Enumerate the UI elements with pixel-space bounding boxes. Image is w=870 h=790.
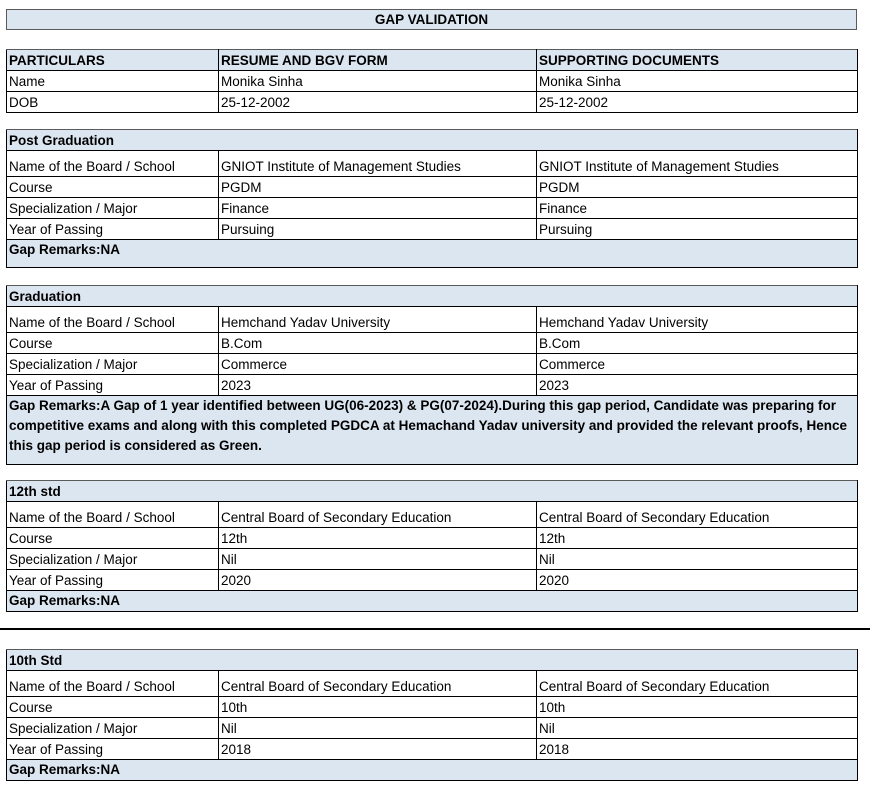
- table-row: [7, 198, 858, 219]
- spec-label: Specialization / Major: [7, 198, 219, 219]
- year-label: Year of Passing: [7, 219, 219, 240]
- year-resume: Pursuing: [219, 219, 537, 240]
- twelfth-std-table: [6, 480, 858, 612]
- table-row: [7, 502, 858, 528]
- spec-resume: Commerce: [219, 354, 537, 375]
- table-row: [7, 71, 858, 92]
- board-support: Central Board of Secondary Education: [537, 502, 858, 528]
- section-title: Graduation: [7, 286, 858, 307]
- year-resume: 2020: [219, 570, 537, 591]
- course-label: Course: [7, 528, 219, 549]
- spec-resume: Finance: [219, 198, 537, 219]
- course-resume: B.Com: [219, 333, 537, 354]
- dob-support: 25-12-2002: [537, 92, 858, 113]
- name-support: Monika Sinha: [537, 71, 858, 92]
- year-resume: 2018: [219, 739, 537, 760]
- dob-resume: 25-12-2002: [219, 92, 537, 113]
- board-label: Name of the Board / School: [7, 151, 219, 177]
- graduation-table: [6, 285, 858, 465]
- board-resume: GNIOT Institute of Management Studies: [219, 151, 537, 177]
- supporting-header: SUPPORTING DOCUMENTS: [537, 50, 858, 71]
- spec-label: Specialization / Major: [7, 718, 219, 739]
- course-label: Course: [7, 697, 219, 718]
- resume-header: RESUME AND BGV FORM: [219, 50, 537, 71]
- spec-label: Specialization / Major: [7, 549, 219, 570]
- gap-remarks: Gap Remarks:NA: [7, 591, 858, 612]
- board-label: Name of the Board / School: [7, 502, 219, 528]
- column-header-row: [7, 50, 858, 71]
- board-resume: Hemchand Yadav University: [219, 307, 537, 333]
- dob-label: DOB: [7, 92, 219, 113]
- course-support: 10th: [537, 697, 858, 718]
- page-title: GAP VALIDATION: [6, 9, 857, 30]
- board-resume: Central Board of Secondary Education: [219, 671, 537, 697]
- table-row: [7, 92, 858, 113]
- table-row: [7, 151, 858, 177]
- divider-line: [0, 628, 870, 630]
- table-row: [7, 739, 858, 760]
- board-label: Name of the Board / School: [7, 671, 219, 697]
- spec-resume: Nil: [219, 718, 537, 739]
- post-graduation-table: [6, 129, 858, 268]
- course-resume: 10th: [219, 697, 537, 718]
- spec-support: Finance: [537, 198, 858, 219]
- board-resume: Central Board of Secondary Education: [219, 502, 537, 528]
- particulars-header: PARTICULARS: [7, 50, 219, 71]
- table-row: [7, 671, 858, 697]
- section-title: Post Graduation: [7, 130, 858, 151]
- table-row: [7, 718, 858, 739]
- spec-resume: Nil: [219, 549, 537, 570]
- table-row: [7, 354, 858, 375]
- table-row: [7, 333, 858, 354]
- course-support: 12th: [537, 528, 858, 549]
- tenth-std-table: [6, 649, 858, 781]
- year-support: Pursuing: [537, 219, 858, 240]
- section-title: 12th std: [7, 481, 858, 502]
- table-row: [7, 697, 858, 718]
- course-support: B.Com: [537, 333, 858, 354]
- gap-remarks: Gap Remarks:NA: [7, 760, 858, 781]
- personal-details-table: [6, 49, 858, 113]
- board-support: Central Board of Secondary Education: [537, 671, 858, 697]
- course-label: Course: [7, 333, 219, 354]
- year-support: 2023: [537, 375, 858, 396]
- table-row: [7, 219, 858, 240]
- table-row: [7, 528, 858, 549]
- year-label: Year of Passing: [7, 570, 219, 591]
- course-label: Course: [7, 177, 219, 198]
- name-label: Name: [7, 71, 219, 92]
- year-support: 2018: [537, 739, 858, 760]
- year-resume: 2023: [219, 375, 537, 396]
- year-support: 2020: [537, 570, 858, 591]
- table-row: [7, 570, 858, 591]
- year-label: Year of Passing: [7, 739, 219, 760]
- table-row: [7, 177, 858, 198]
- spec-support: Nil: [537, 549, 858, 570]
- spec-support: Nil: [537, 718, 858, 739]
- year-label: Year of Passing: [7, 375, 219, 396]
- board-support: GNIOT Institute of Management Studies: [537, 151, 858, 177]
- board-support: Hemchand Yadav University: [537, 307, 858, 333]
- gap-remarks: Gap Remarks:NA: [7, 240, 858, 268]
- spec-support: Commerce: [537, 354, 858, 375]
- spec-label: Specialization / Major: [7, 354, 219, 375]
- name-resume: Monika Sinha: [219, 71, 537, 92]
- board-label: Name of the Board / School: [7, 307, 219, 333]
- course-resume: PGDM: [219, 177, 537, 198]
- course-support: PGDM: [537, 177, 858, 198]
- table-row: [7, 549, 858, 570]
- section-title: 10th Std: [7, 650, 858, 671]
- table-row: [7, 307, 858, 333]
- gap-remarks: Gap Remarks:A Gap of 1 year identified between UG(06-2023) & PG(07-2024).During this gap period, Candidate was preparing for competitive exams and along with this completed PGDCA at Hemachand Yadav university and provided the relevant proofs, Hence this gap period is considered as Green.: [7, 396, 858, 465]
- course-resume: 12th: [219, 528, 537, 549]
- table-row: [7, 375, 858, 396]
